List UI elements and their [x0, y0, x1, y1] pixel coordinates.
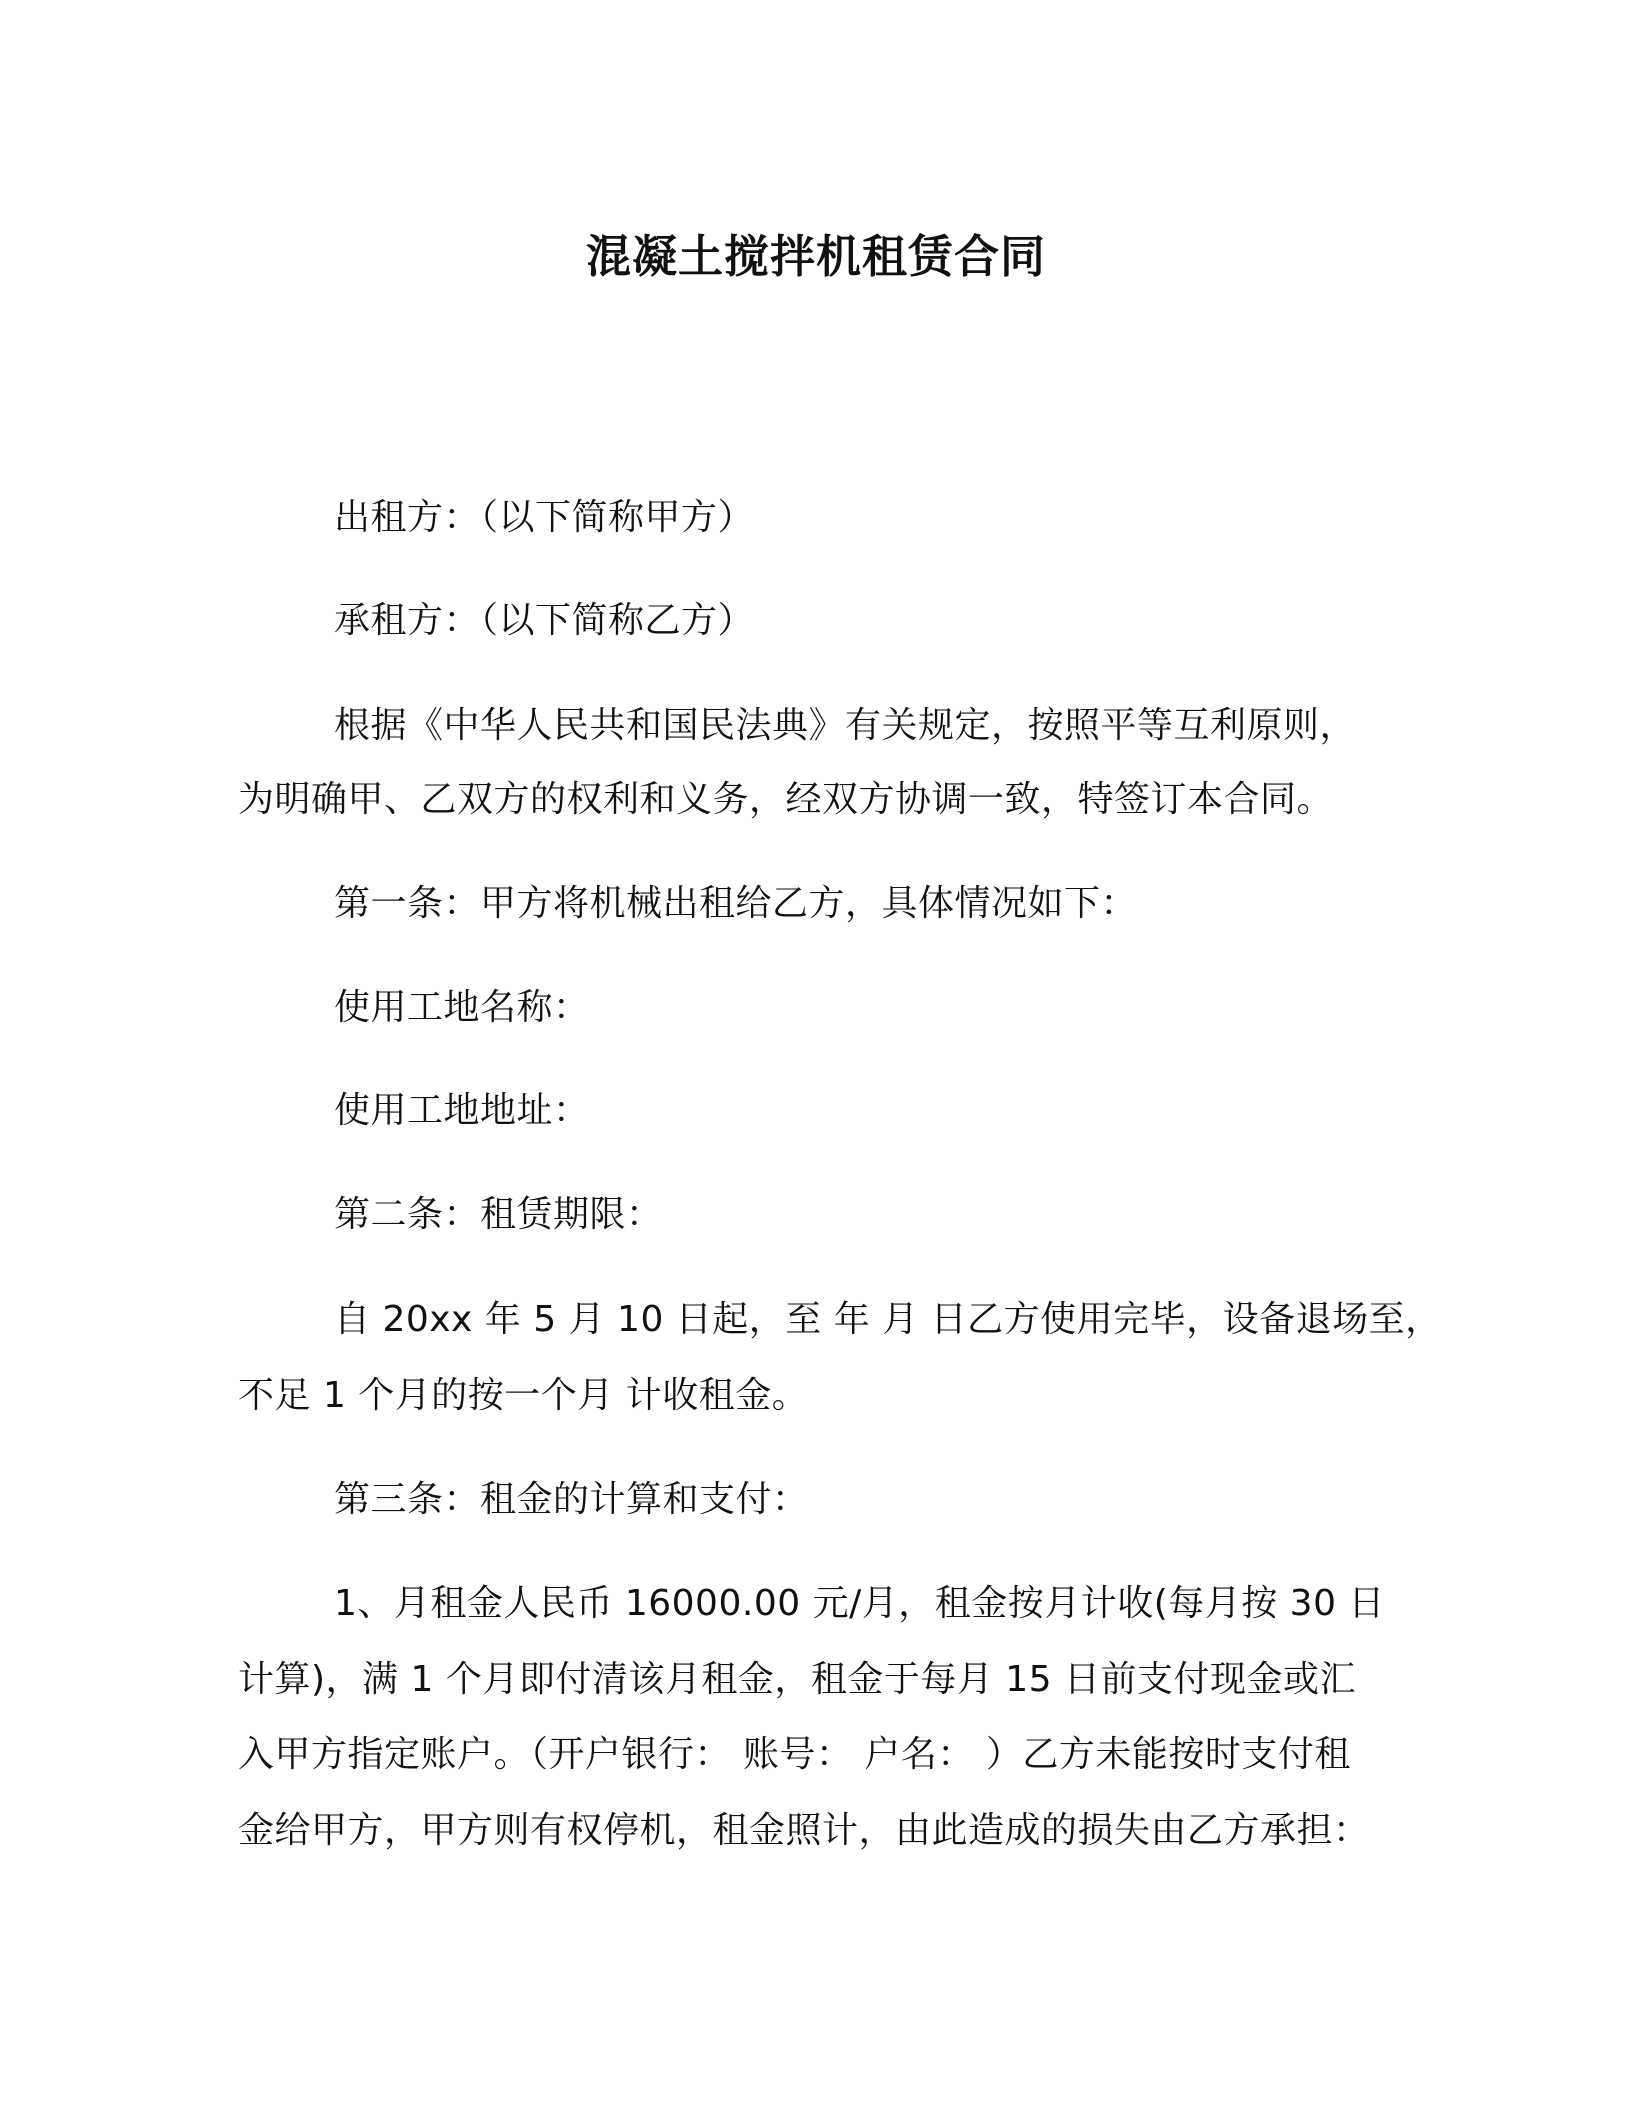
article-3-heading: 第三条：租金的计算和支付：	[334, 1479, 809, 1520]
rent-paragraph-line-4: 金给甲方，甲方则有权停机，租金照计，由此造成的损失由乙方承担：	[238, 1810, 1370, 1851]
lease-term-line-2: 不足 1 个月的按一个月 计收租金。	[238, 1375, 809, 1416]
rent-paragraph-line-3: 入甲方指定账户。（开户银行： 账号： 户名： ）乙方未能按时支付租	[238, 1734, 1351, 1775]
preamble-line-1: 根据《中华人民共和国民法典》有关规定，按照平等互利原则，	[334, 705, 1357, 746]
rent-paragraph-line-1: 1、月租金人民币 16000.00 元/月，租金按月计收(每月按 30 日	[334, 1583, 1385, 1624]
lessor-line: 出租方：（以下简称甲方）	[334, 497, 755, 538]
site-address-line: 使用工地地址：	[334, 1090, 590, 1131]
lessee-line: 承租方：（以下简称乙方）	[334, 600, 755, 641]
article-1-heading: 第一条：甲方将机械出租给乙方，具体情况如下：	[334, 883, 1138, 924]
preamble-line-2: 为明确甲、乙双方的权利和义务，经双方协调一致，特签订本合同。	[238, 779, 1334, 820]
document-title: 混凝土搅拌机租赁合同	[585, 230, 1046, 283]
site-name-line: 使用工地名称：	[334, 987, 590, 1028]
article-2-heading: 第二条：租赁期限：	[334, 1194, 663, 1235]
rent-paragraph-line-2: 计算)，满 1 个月即付清该月租金，租金于每月 15 日前支付现金或汇	[238, 1659, 1357, 1700]
lease-term-line-1: 自 20xx 年 5 月 10 日起，至 年 月 日乙方使用完毕，设备退场至，	[334, 1299, 1442, 1340]
